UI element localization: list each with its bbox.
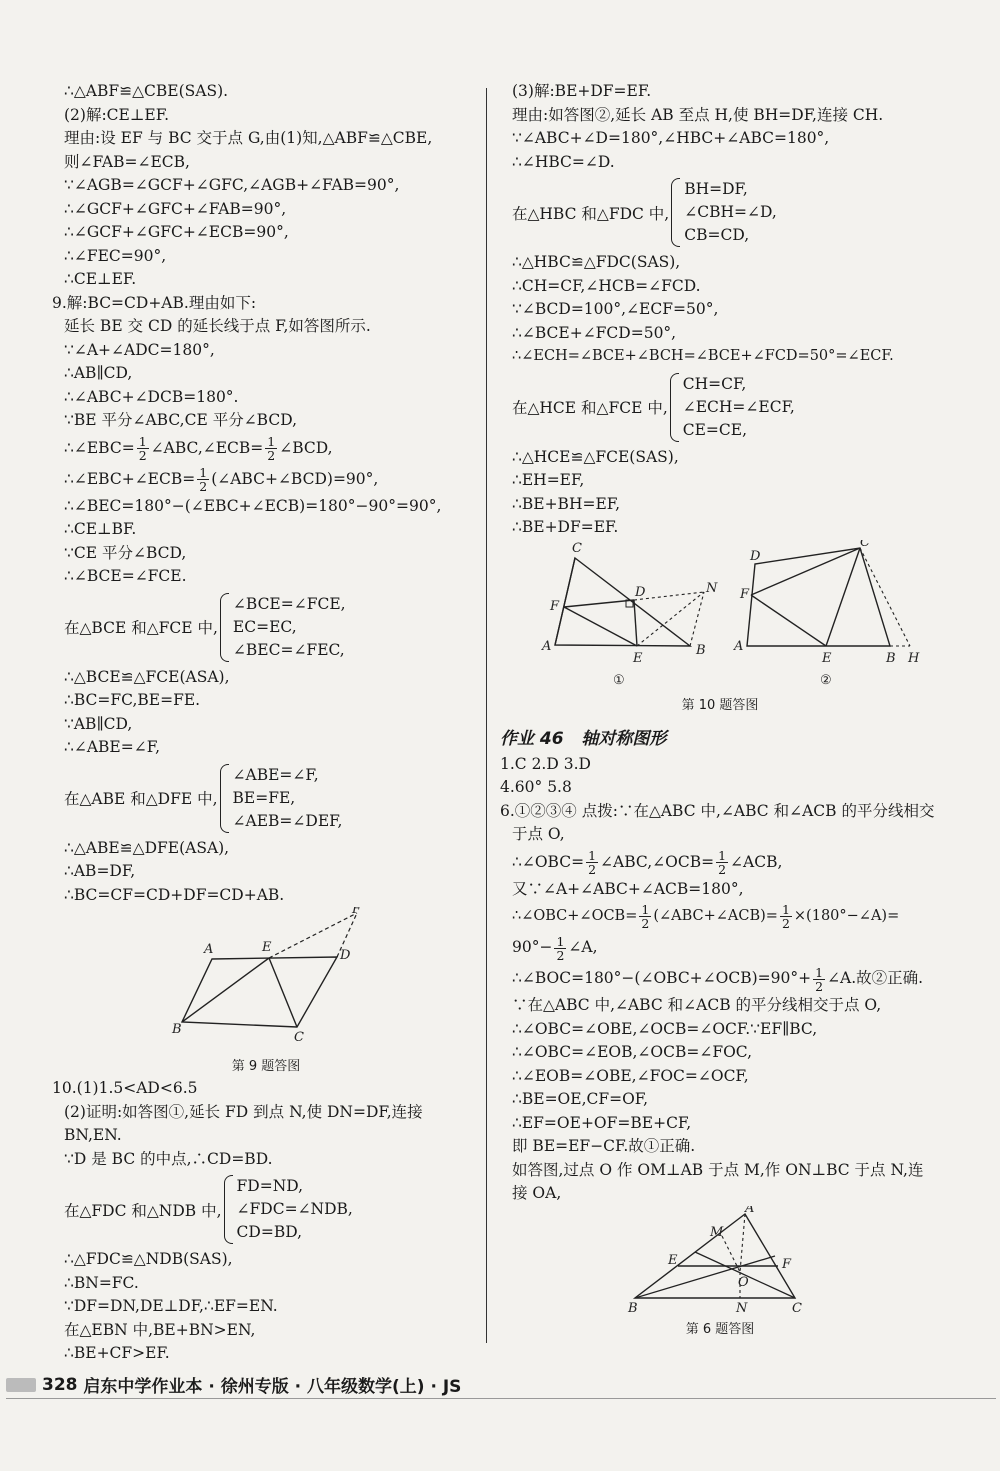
equation-system <box>500 178 940 247</box>
text-line: ∴∠ECH=∠BCE+∠BCH=∠BCE+∠FCD=50°=∠ECF. <box>512 348 894 364</box>
point-label: E <box>822 650 832 666</box>
point-label: F <box>740 586 750 602</box>
point-label: A <box>542 638 552 654</box>
system-row: ∠FDC=∠NDB, <box>236 1200 353 1218</box>
text-line: ∵∠AGB=∠GCF+∠GFC,∠AGB+∠FAB=90°, <box>64 176 400 194</box>
dashed-oa <box>740 1214 745 1272</box>
system-rows <box>233 764 343 833</box>
text-line: 理由:设 EF 与 BC 交于点 G,由(1)知,△ABF≌△CBE, <box>64 129 433 147</box>
text-line: ∴BE=OE,CF=OF, <box>512 1090 649 1108</box>
text-fragment: ×(180°−∠A)= <box>793 908 900 924</box>
segment-ec <box>826 548 860 646</box>
numerator: 1 <box>588 848 597 863</box>
text-line: ∴∠OBC=∠OBE,∠OCB=∠OCF.∵EF∥BC, <box>512 1019 818 1038</box>
system-prefix: 在△HCE 和△FCE 中, <box>512 399 668 417</box>
text-line: 即 BE=EF−CF.故①正确. <box>512 1137 696 1155</box>
figure-9 <box>52 907 480 1077</box>
text-line: 又∵∠A+∠ABC+∠ACB=180°, <box>512 879 744 898</box>
text-line: ∴EH=EF, <box>512 471 585 489</box>
text-line: ∵在△ABC 中,∠ABC 和∠ACB 的平分线相交于点 O, <box>512 996 882 1014</box>
bisector-b <box>635 1256 775 1298</box>
text-line: ∵∠A+∠ADC=180°, <box>64 340 215 359</box>
section-heading <box>500 724 940 749</box>
system-row: EC=EC, <box>232 617 297 636</box>
point-label: B <box>628 1300 638 1316</box>
system-row: CB=CD, <box>684 226 750 244</box>
segment-fe <box>564 607 637 646</box>
text-line: ∴∠OBC=∠EOB,∠OCB=∠FOC, <box>512 1043 753 1061</box>
point-label: B <box>172 1022 182 1037</box>
point-label: D <box>340 948 351 963</box>
dashed-en <box>637 592 704 646</box>
system-row: BE=FE, <box>232 788 296 807</box>
text-line: ∵BE 平分∠ABC,CE 平分∠BCD, <box>64 411 298 429</box>
denominator: 2 <box>556 947 565 963</box>
point-label: F <box>550 598 560 614</box>
brace <box>670 373 679 442</box>
figure-6-diagram <box>500 1206 940 1318</box>
text-fragment: ∴∠BOC=180°−(∠OBC+∠OCB)=90°+ <box>512 969 812 987</box>
system-prefix: 在△ABE 和△DFE 中, <box>64 790 218 808</box>
figure-caption: 第 9 题答图 <box>231 1059 301 1074</box>
brace <box>220 764 229 833</box>
numerator: 1 <box>641 901 650 917</box>
figure-10 <box>500 540 940 718</box>
segment-fd <box>564 600 634 607</box>
figure-caption: 第 10 题答图 <box>681 697 759 713</box>
point-label: N <box>736 1300 748 1316</box>
text-line: ∴∠ABE=∠F, <box>64 738 160 756</box>
text-fragment: ∠ACB, <box>730 852 783 871</box>
numerator: 1 <box>815 964 824 980</box>
fraction-line <box>500 963 940 994</box>
text-fragment: ∴∠EBC= <box>64 438 135 457</box>
system-rows <box>233 593 346 662</box>
point-label: M <box>710 1224 724 1240</box>
text-line: ∴△ABE≌△DFE(ASA), <box>64 838 230 857</box>
text-line: ∴EF=OE+OF=BE+CF, <box>512 1113 692 1132</box>
point-label: C <box>792 1300 802 1316</box>
text-line: BN,EN. <box>64 1126 122 1144</box>
fraction-half <box>554 935 566 962</box>
numerator: 1 <box>267 434 276 449</box>
text-line: 接 OA, <box>512 1184 562 1202</box>
text-line: ∴△FDC≌△NDB(SAS), <box>64 1250 233 1268</box>
fraction-half <box>586 849 598 876</box>
section-title: 作业 46 <box>500 728 564 749</box>
text-line: ∴CH=CF,∠HCB=∠FCD. <box>512 276 701 295</box>
text-line: ∴BC=CF=CD+DF=CD+AB. <box>64 885 285 904</box>
fraction-line <box>500 901 940 932</box>
answer-line: 1.C 2.D 3.D <box>500 754 591 773</box>
text-fragment: ∴∠EBC+∠ECB= <box>64 469 196 488</box>
text-fragment: (∠ABC+∠BCD)=90°, <box>211 469 379 488</box>
numerator: 1 <box>718 848 727 863</box>
point-label: F <box>782 1256 792 1272</box>
segment-fc <box>751 548 860 595</box>
text-line: ∴∠BCE=∠FCE. <box>64 567 187 585</box>
text-line: ∴BE+CF>EF. <box>64 1344 170 1362</box>
right-column <box>500 80 940 1341</box>
text-line: ∴∠GCF+∠GFC+∠ECB=90°, <box>64 223 289 241</box>
denominator: 2 <box>718 862 727 877</box>
point-label: C <box>572 540 582 556</box>
text-line: ∴BC=FC,BE=FE. <box>64 691 201 709</box>
text-line: ∵∠BCD=100°,∠ECF=50°, <box>512 300 719 318</box>
point-label: E <box>633 650 643 666</box>
denominator: 2 <box>267 448 276 463</box>
figure-10-diagram <box>500 540 940 690</box>
text-line: ∴△BCE≌△FCE(ASA), <box>64 667 230 686</box>
system-row: CH=CF, <box>682 374 747 393</box>
text-line: (2)证明:如答图①,延长 FD 到点 N,使 DN=DF,连接 <box>64 1102 423 1121</box>
point-label: C <box>860 539 870 550</box>
quadrilateral-abcd <box>747 548 890 646</box>
point-label: C <box>294 1030 304 1045</box>
footer-title: 启东中学作业本 · 徐州专版 · 八年级数学(上) · JS <box>83 1377 462 1397</box>
point-label: E <box>668 1252 678 1268</box>
system-row: ∠ECH=∠ECF, <box>682 397 795 416</box>
point-label: D <box>635 584 646 600</box>
answer-line: 4.60° 5.8 <box>500 778 572 796</box>
page-number: 328 <box>42 1374 78 1395</box>
figure-9-diagram <box>52 907 480 1057</box>
brace <box>220 593 229 662</box>
point-label: B <box>696 642 706 658</box>
system-row: CD=BD, <box>236 1223 303 1241</box>
text-fragment: ∴∠OBC= <box>512 852 585 871</box>
system-row: ∠BCE=∠FCE, <box>232 594 346 613</box>
system-row: CE=CE, <box>682 420 748 439</box>
text-fragment: 90°− <box>512 938 553 956</box>
text-line: ∵∠ABC+∠D=180°,∠HBC+∠ABC=180°, <box>512 129 830 147</box>
system-prefix: 在△HBC 和△FDC 中, <box>512 204 670 223</box>
text-line: 延长 BE 交 CD 的延长线于点 F,如答图所示. <box>64 317 371 335</box>
subfigure-label: ① <box>613 672 625 688</box>
denominator: 2 <box>815 978 824 994</box>
fraction-half <box>780 903 792 930</box>
text-line: ∴△ABF≌△CBE(SAS). <box>64 82 229 100</box>
text-line: 在△EBN 中,BE+BN>EN, <box>64 1320 256 1339</box>
text-line: ∴△HCE≌△FCE(SAS), <box>512 447 679 466</box>
point-label: N <box>706 580 718 596</box>
brace <box>224 1175 233 1244</box>
denominator: 2 <box>199 479 208 494</box>
fraction-half <box>265 435 277 462</box>
section-subtitle: 轴对称图形 <box>581 728 667 749</box>
text-line: ∴∠ABC+∠DCB=180°. <box>64 387 239 406</box>
text-line: ∴∠GCF+∠GFC+∠FAB=90°, <box>64 199 287 218</box>
problem-9-heading: 9.解:BC=CD+AB.理由如下: <box>52 293 257 312</box>
quadrilateral <box>182 957 337 1027</box>
fraction-half <box>137 435 149 462</box>
text-fragment: ∠ABC,∠ECB= <box>150 438 264 457</box>
text-line: ∴BE+BH=EF, <box>512 494 621 513</box>
point-label: B <box>886 650 896 666</box>
text-line: ∴∠BEC=180°−(∠EBC+∠ECB)=180°−90°=90°, <box>64 496 442 515</box>
text-line: 则∠FAB=∠ECB, <box>64 152 190 171</box>
system-row: ∠BEC=∠FEC, <box>232 640 345 659</box>
system-row: FD=ND, <box>236 1177 304 1195</box>
point-label: E <box>262 940 272 955</box>
column-divider <box>486 88 487 1343</box>
subfigure-label: ② <box>820 672 832 688</box>
figure-caption: 第 6 题答图 <box>685 1321 755 1337</box>
numerator: 1 <box>556 933 565 949</box>
text-line: ∴CE⊥BF. <box>64 520 137 538</box>
text-line: 理由:如答图②,延长 AB 至点 H,使 BH=DF,连接 CH. <box>512 105 884 124</box>
brace <box>671 178 680 247</box>
text-line: ∵DF=DN,DE⊥DF,∴EF=EN. <box>64 1297 278 1315</box>
text-fragment: ∠A, <box>568 938 598 956</box>
fraction-half <box>716 849 728 876</box>
system-prefix: 在△FDC 和△NDB 中, <box>64 1201 222 1220</box>
fraction-half <box>639 903 651 930</box>
point-label: A <box>734 638 744 654</box>
system-rows <box>684 178 777 247</box>
system-prefix: 在△BCE 和△FCE 中, <box>64 619 218 637</box>
figure-10-2 <box>733 540 920 688</box>
point-label: H <box>908 650 920 666</box>
equation-system <box>52 1175 480 1244</box>
numerator: 1 <box>199 465 208 480</box>
text-line: (2)解:CE⊥EF. <box>64 105 170 124</box>
point-label: A <box>204 942 214 957</box>
system-row: BH=DF, <box>684 180 748 198</box>
equation-system <box>52 764 480 833</box>
text-line: ∴BE+DF=EF. <box>512 518 619 536</box>
page-footer <box>6 1372 461 1397</box>
fraction-half <box>813 966 825 993</box>
denominator: 2 <box>138 448 147 463</box>
text-line: ∴∠EOB=∠OBE,∠FOC=∠OCF, <box>512 1066 749 1085</box>
figure-6 <box>500 1206 940 1341</box>
publisher-logo-icon <box>6 1378 36 1392</box>
text-line: ∴AB=DF, <box>64 862 136 880</box>
fraction-half <box>197 466 209 493</box>
text-fragment: ∠ABC,∠OCB= <box>600 852 715 871</box>
triangle-abc <box>555 558 690 646</box>
equation-system <box>52 593 480 662</box>
fraction-line <box>500 932 940 963</box>
system-row: ∠AEB=∠DEF, <box>232 811 343 830</box>
numerator: 1 <box>138 434 147 449</box>
text-fragment: (∠ABC+∠ACB)= <box>653 908 778 924</box>
text-line: ∴∠HBC=∠D. <box>512 152 615 171</box>
denominator: 2 <box>781 915 790 931</box>
segment-ec <box>269 958 297 1027</box>
system-rows <box>237 1175 353 1244</box>
point-label: A <box>745 1205 755 1216</box>
text-line: ∴CE⊥EF. <box>64 270 137 288</box>
point-label: O <box>738 1274 749 1290</box>
dashed-bn <box>690 592 704 646</box>
text-line: ∴△HBC≌△FDC(SAS), <box>512 253 681 271</box>
text-line: (3)解:BE+DF=EF. <box>512 82 652 100</box>
footer-rule <box>6 1398 996 1399</box>
system-rows <box>683 373 795 442</box>
text-line: ∴BN=FC. <box>64 1273 139 1292</box>
text-line: ∴∠FEC=90°, <box>64 246 167 265</box>
segment-de <box>634 600 637 646</box>
segment-fe <box>751 595 826 646</box>
numerator: 1 <box>781 901 790 917</box>
text-line: ∵D 是 BC 的中点,∴CD=BD. <box>64 1149 273 1168</box>
text-line: 如答图,过点 O 作 OM⊥AB 于点 M,作 ON⊥BC 于点 N,连 <box>512 1160 924 1179</box>
text-line: ∵AB∥CD, <box>64 714 133 733</box>
fraction-line <box>52 464 480 495</box>
text-fragment: ∠BCD, <box>279 438 333 457</box>
denominator: 2 <box>641 915 650 931</box>
text-fragment: ∠A.故②正确. <box>827 969 924 987</box>
fraction-line <box>52 433 480 464</box>
point-label: F <box>352 907 362 917</box>
problem-10-heading: 10.(1)1.5<AD<6.5 <box>52 1079 198 1097</box>
text-line: ∴∠BCE+∠FCD=50°, <box>512 323 677 342</box>
system-row: ∠ABE=∠F, <box>232 765 319 784</box>
equation-system <box>500 373 940 442</box>
left-column <box>52 80 480 1366</box>
system-row: ∠CBH=∠D, <box>684 203 777 221</box>
denominator: 2 <box>588 862 597 877</box>
text-fragment: ∴∠OBC+∠OCB= <box>512 908 638 924</box>
text-line: ∵CE 平分∠BCD, <box>64 543 187 562</box>
figure-10-1 <box>541 541 718 688</box>
segment-be <box>182 958 269 1022</box>
text-line: ∴AB∥CD, <box>64 364 133 382</box>
point-label: D <box>750 548 761 564</box>
text-line: 于点 O, <box>512 825 565 843</box>
fraction-line <box>500 847 940 878</box>
answer-line: 6.①②③④ 点拨:∵在△ABC 中,∠ABC 和∠ACB 的平分线相交 <box>500 801 935 820</box>
